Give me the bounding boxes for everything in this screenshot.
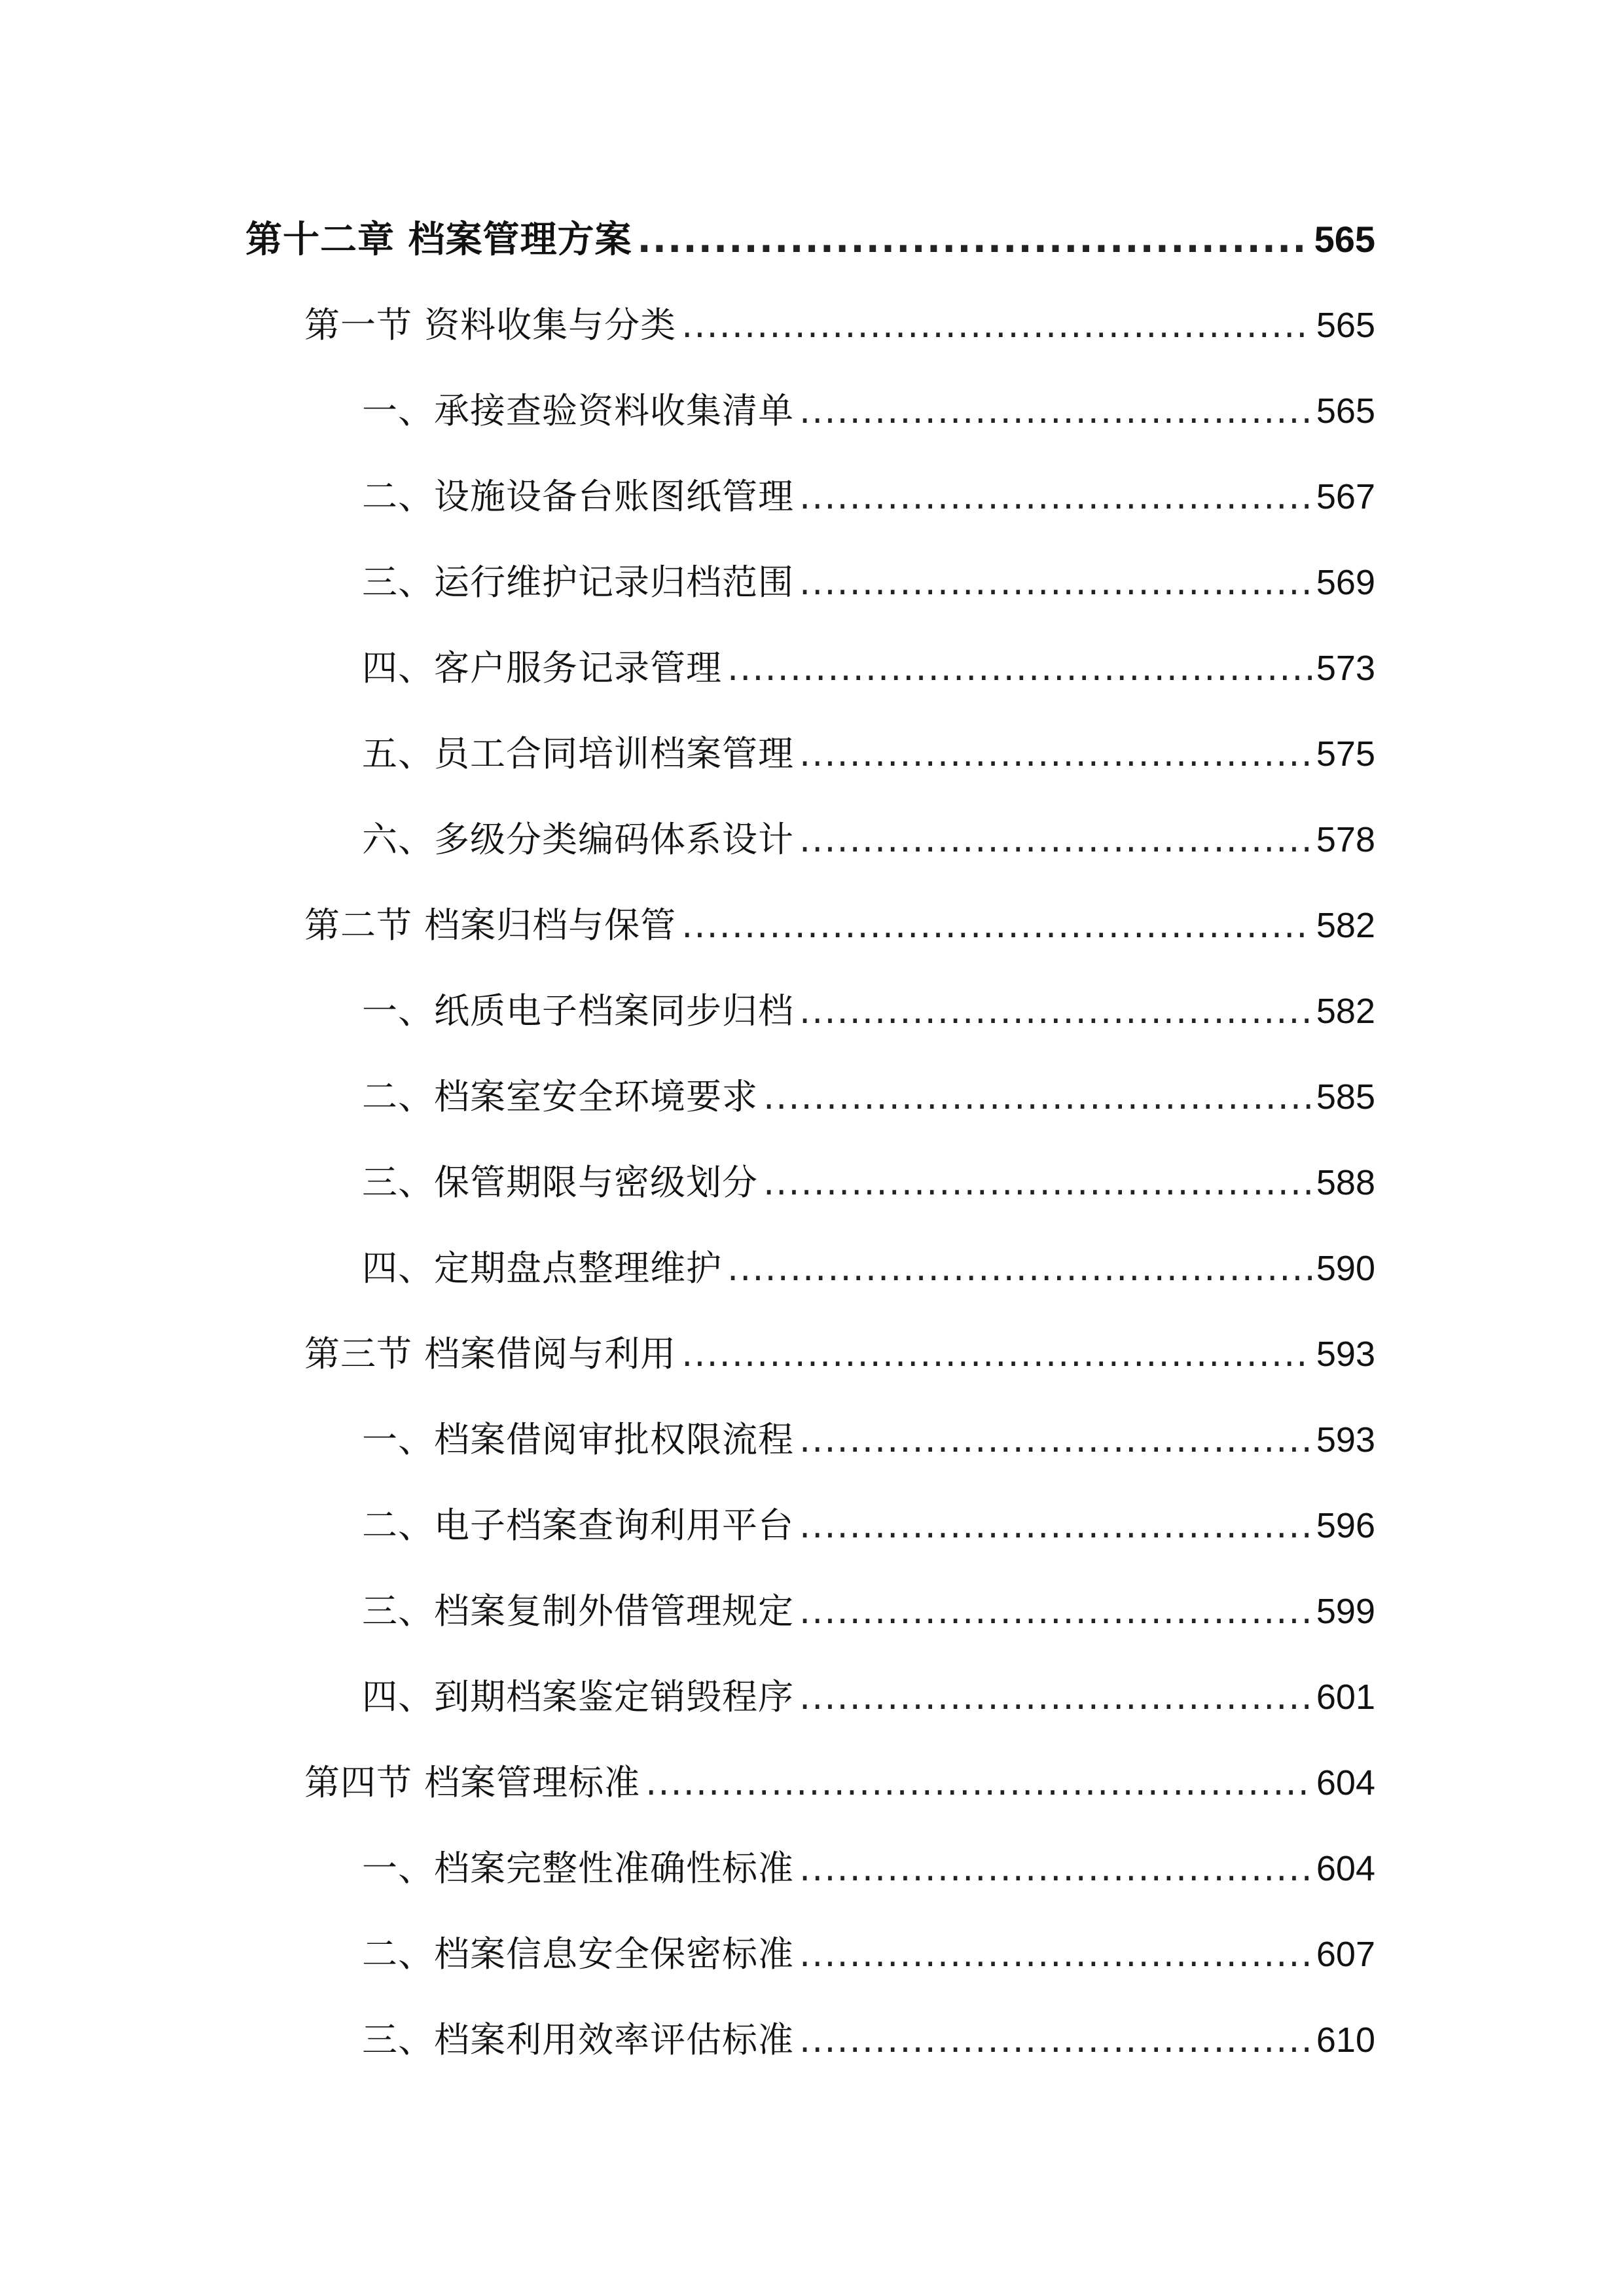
toc-dot-leader	[799, 1585, 1312, 1638]
toc-entry-subsection[interactable]	[362, 642, 1375, 694]
toc-dot-leader	[799, 1842, 1312, 1895]
toc-entry-title: 第四节 档案管理标准	[304, 1762, 641, 1803]
toc-entry-subsection[interactable]	[362, 1671, 1375, 1723]
toc-dot-leader	[799, 1499, 1312, 1552]
toc-entry-subsection[interactable]	[362, 1242, 1375, 1295]
toc-page-number: 575	[1316, 734, 1375, 774]
toc-dot-leader	[763, 1157, 1312, 1209]
toc-page-number: 565	[1316, 391, 1375, 431]
toc-page-number: 565	[1316, 306, 1375, 345]
toc-entry-title: 四、定期盘点整理维护	[362, 1247, 722, 1289]
toc-dot-leader	[799, 985, 1312, 1037]
toc-dot-leader	[799, 385, 1312, 437]
toc-entry-title: 三、档案利用效率评估标准	[362, 2019, 794, 2060]
toc-entry-title: 二、档案信息安全保密标准	[362, 1933, 794, 1975]
toc-entry-section[interactable]	[304, 299, 1375, 351]
toc-entry-title: 第十二章 档案管理方案	[245, 219, 632, 261]
toc-entry-title: 一、档案完整性准确性标准	[362, 1848, 794, 1889]
toc-entry-subsection[interactable]	[362, 1585, 1375, 1638]
toc-page-number: 604	[1316, 1849, 1375, 1888]
toc-page-number: 585	[1316, 1077, 1375, 1117]
toc-dot-leader	[638, 214, 1310, 266]
toc-entry-subsection[interactable]	[362, 1499, 1375, 1552]
toc-entry-title: 三、档案复制外借管理规定	[362, 1590, 794, 1632]
toc-dot-leader	[799, 1414, 1312, 1466]
toc-dot-leader	[799, 814, 1312, 866]
toc-entry-title: 六、多级分类编码体系设计	[362, 819, 794, 860]
toc-entry-subsection[interactable]	[362, 471, 1375, 523]
toc-entry-title: 第二节 档案归档与保管	[304, 905, 677, 946]
toc-dot-leader	[799, 728, 1312, 780]
toc-page-number: 567	[1316, 477, 1375, 516]
toc-page-number: 596	[1316, 1506, 1375, 1545]
toc-dot-leader	[681, 299, 1312, 351]
toc-page-number: 590	[1316, 1249, 1375, 1288]
toc-entry-title: 第三节 档案借阅与利用	[304, 1333, 677, 1374]
toc-entry-subsection[interactable]	[362, 385, 1375, 437]
toc-page-number: 593	[1316, 1420, 1375, 1460]
toc-entry-section[interactable]	[304, 899, 1375, 952]
toc-dot-leader	[645, 1757, 1312, 1809]
toc-page-number: 593	[1316, 1335, 1375, 1374]
toc-page-number: 588	[1316, 1163, 1375, 1202]
toc-entry-title: 一、纸质电子档案同步归档	[362, 990, 794, 1031]
toc-page-number: 578	[1316, 820, 1375, 859]
toc-dot-leader	[799, 471, 1312, 523]
toc-dot-leader	[799, 2014, 1312, 2066]
toc-entry-subsection[interactable]	[362, 556, 1375, 609]
toc-entry-title: 一、档案借阅审批权限流程	[362, 1419, 794, 1460]
toc-entry-subsection[interactable]	[362, 1071, 1375, 1123]
toc-entry-subsection[interactable]	[362, 728, 1375, 780]
toc-page-number: 565	[1314, 219, 1375, 260]
toc-page-number: 582	[1316, 992, 1375, 1031]
toc-entry-subsection[interactable]	[362, 1928, 1375, 1981]
toc-page-number: 582	[1316, 906, 1375, 945]
toc-dot-leader	[727, 642, 1312, 694]
toc-entry-subsection[interactable]	[362, 2014, 1375, 2066]
toc-dot-leader	[681, 1328, 1312, 1380]
toc-entry-title: 四、到期档案鉴定销毁程序	[362, 1676, 794, 1717]
toc-entry-title: 二、档案室安全环境要求	[362, 1076, 758, 1117]
toc-entry-title: 第一节 资料收集与分类	[304, 304, 677, 346]
toc-entry-title: 二、设施设备台账图纸管理	[362, 476, 794, 517]
toc-dot-leader	[799, 1671, 1312, 1723]
toc-page-number: 601	[1316, 1677, 1375, 1717]
toc-entry-title: 二、电子档案查询利用平台	[362, 1505, 794, 1546]
toc-entry-section[interactable]	[304, 1328, 1375, 1380]
toc-entry-subsection[interactable]	[362, 1842, 1375, 1895]
toc-page-number: 604	[1316, 1763, 1375, 1803]
toc-entry-subsection[interactable]	[362, 1414, 1375, 1466]
toc-entry-subsection[interactable]	[362, 814, 1375, 866]
toc-entry-subsection[interactable]	[362, 1157, 1375, 1209]
toc-page-number: 599	[1316, 1592, 1375, 1631]
toc-entry-subsection[interactable]	[362, 985, 1375, 1037]
toc-entry-chapter[interactable]	[245, 213, 1375, 266]
toc-entry-title: 一、承接查验资料收集清单	[362, 390, 794, 431]
toc-entry-title: 三、运行维护记录归档范围	[362, 562, 794, 603]
toc-entry-title: 五、员工合同培训档案管理	[362, 733, 794, 774]
toc-page-number: 610	[1316, 2020, 1375, 2060]
toc-dot-leader	[763, 1071, 1312, 1123]
toc-page-number: 573	[1316, 649, 1375, 688]
toc-entry-title: 四、客户服务记录管理	[362, 647, 722, 689]
toc-page-number: 569	[1316, 563, 1375, 602]
toc-dot-leader	[681, 899, 1312, 952]
toc-dot-leader	[799, 556, 1312, 609]
toc-dot-leader	[727, 1242, 1312, 1295]
toc-dot-leader	[799, 1928, 1312, 1981]
toc-entry-section[interactable]	[304, 1757, 1375, 1809]
toc-page-number: 607	[1316, 1935, 1375, 1974]
toc-entry-title: 三、保管期限与密级划分	[362, 1162, 758, 1203]
